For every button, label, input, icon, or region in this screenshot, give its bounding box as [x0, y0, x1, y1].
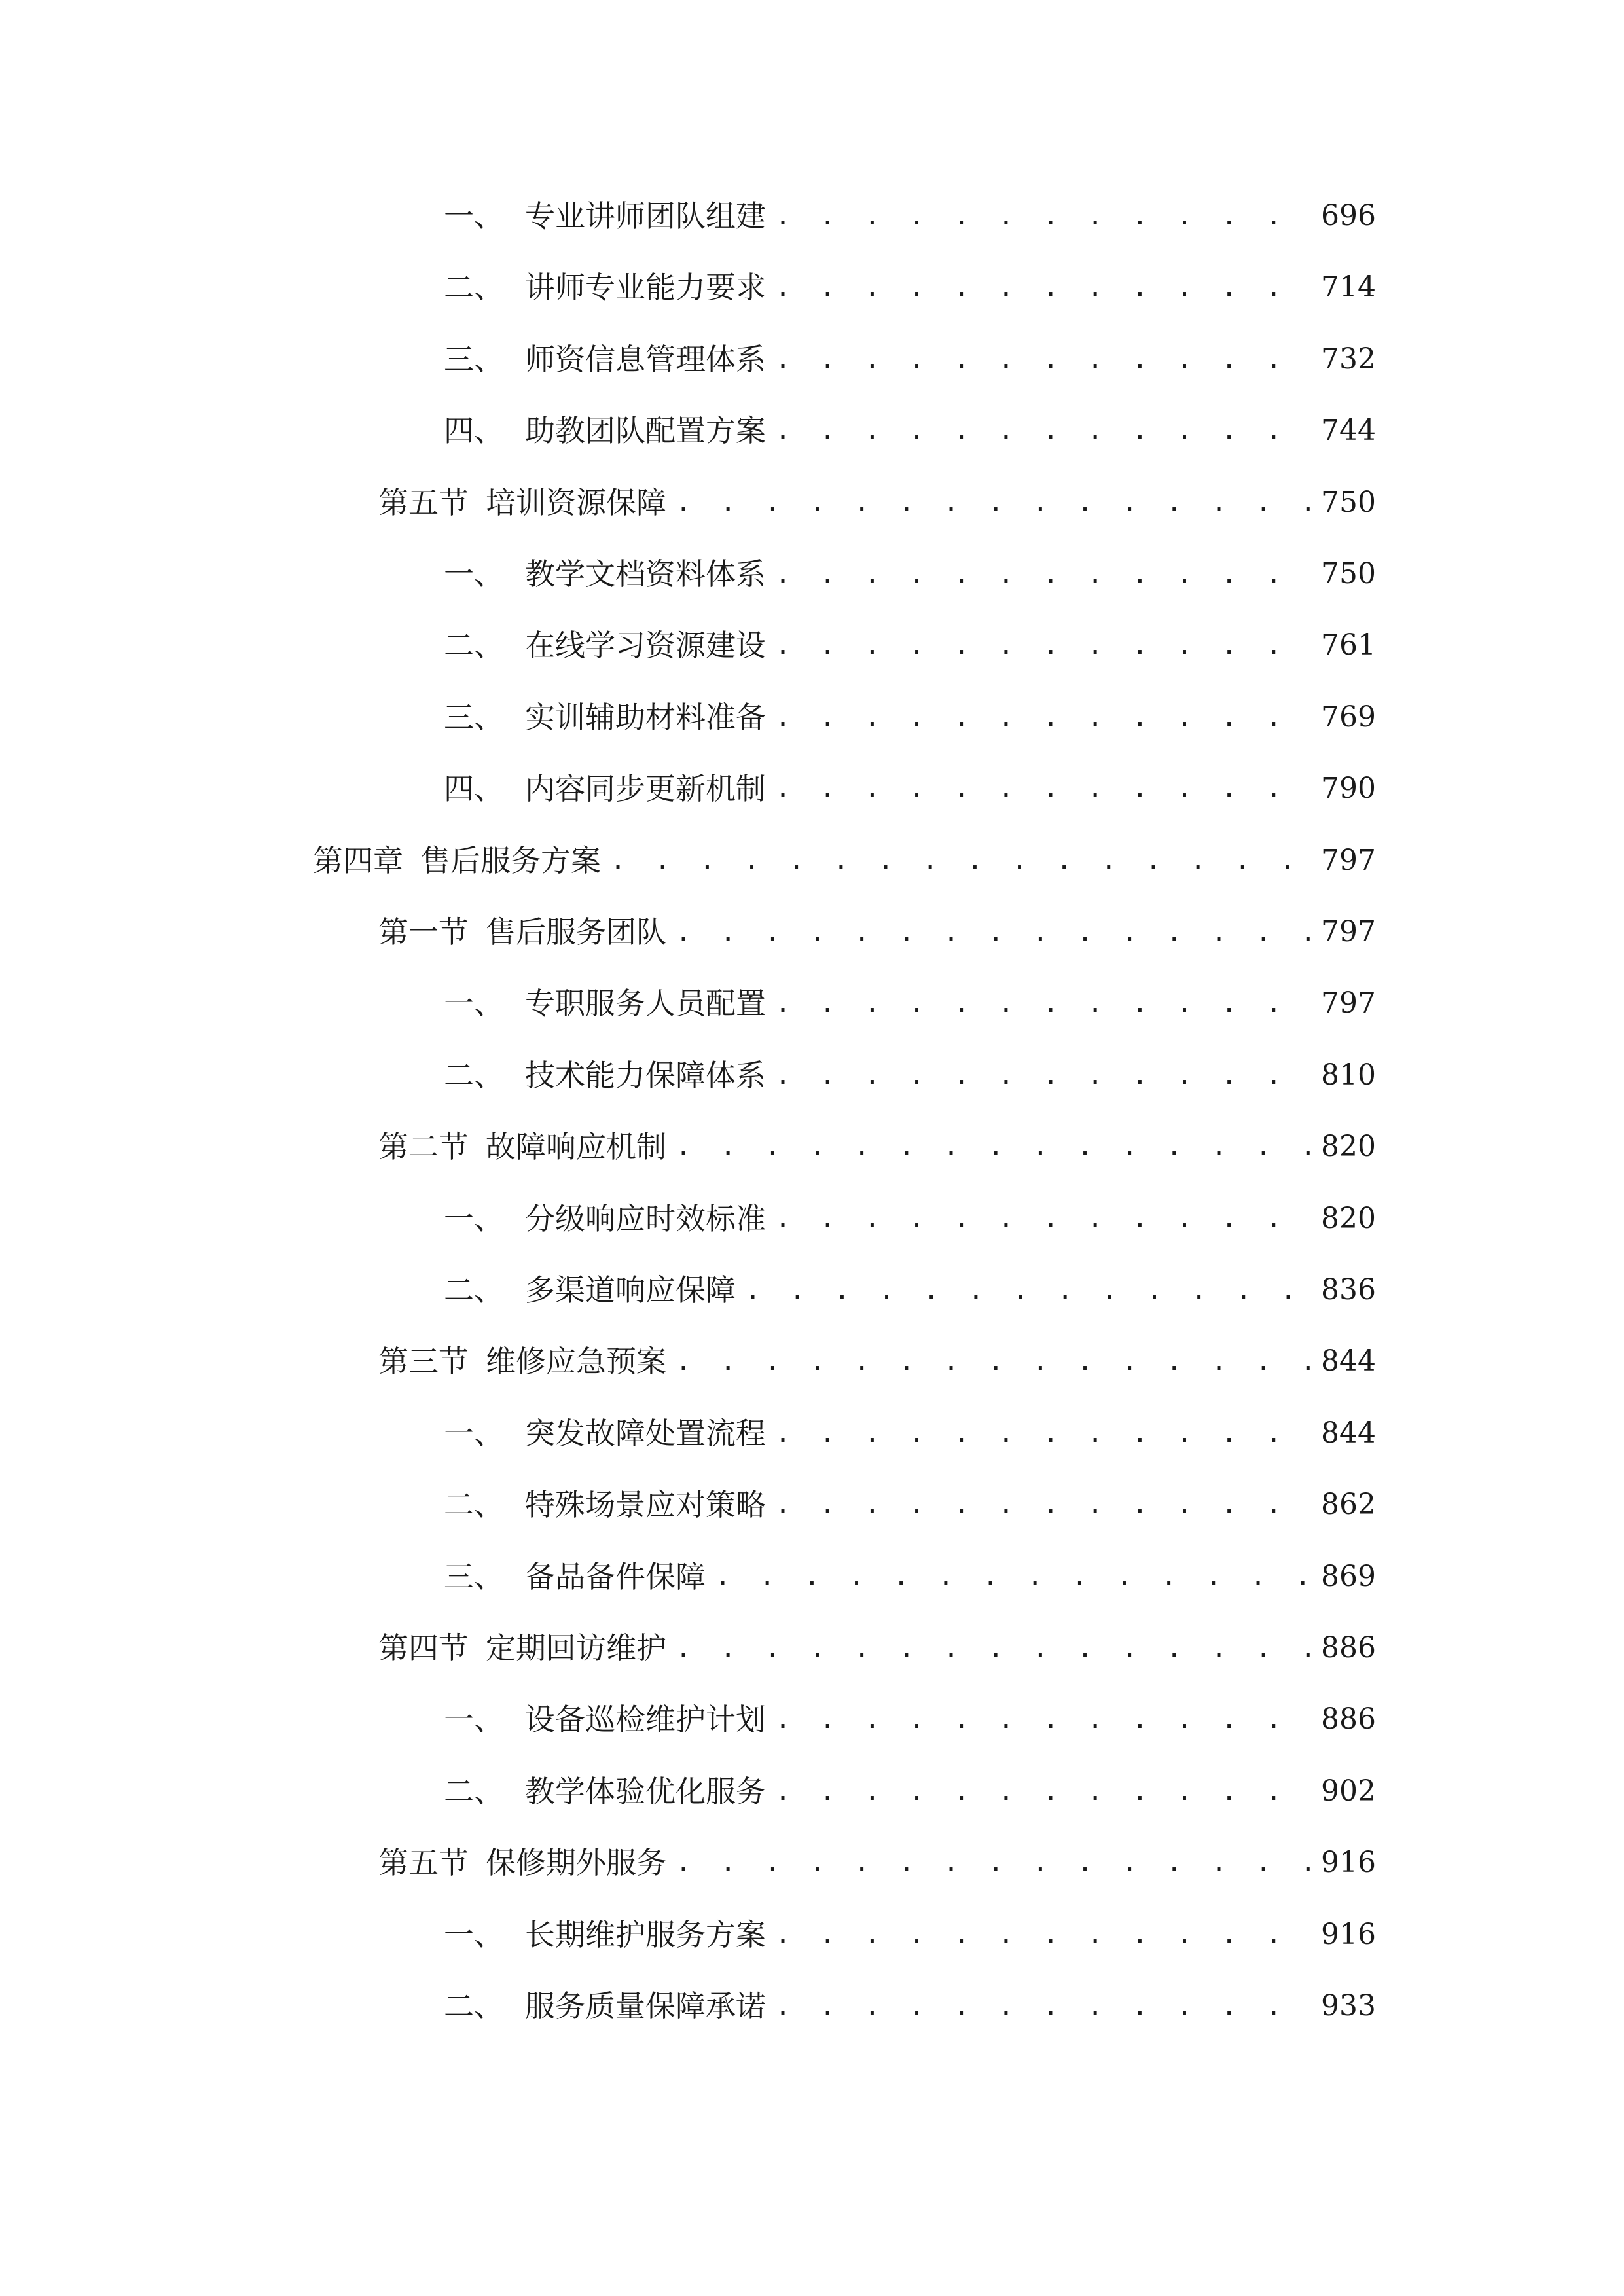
toc-entry-number: 一、 — [444, 1416, 504, 1451]
toc-entry-item[interactable] — [444, 1407, 1376, 1460]
toc-entry-number: 一、 — [444, 1702, 504, 1737]
toc-entry-number: 二、 — [444, 628, 504, 663]
toc-entry-title: 实训辅助材料准备 — [525, 700, 766, 735]
toc-entry-number: 三、 — [444, 342, 504, 377]
toc-entry-page: 750 — [1321, 557, 1376, 590]
toc-entry-item[interactable] — [444, 1264, 1376, 1316]
toc-entry-page: 916 — [1321, 1846, 1376, 1879]
toc-entry-number: 第五节 — [378, 485, 469, 520]
toc-entry-page: 820 — [1321, 1130, 1376, 1163]
toc-entry-number: 一、 — [444, 986, 504, 1021]
toc-entry-number: 二、 — [444, 1487, 504, 1522]
toc-entry-number: 第四章 — [313, 843, 403, 878]
toc-entry-section[interactable] — [378, 1121, 1376, 1173]
toc-dot-leader — [775, 762, 1312, 815]
toc-entry-number: 第四节 — [378, 1630, 469, 1666]
toc-entry-page: 732 — [1321, 342, 1376, 376]
toc-entry-page: 862 — [1321, 1488, 1376, 1521]
toc-entry-item[interactable] — [444, 548, 1376, 600]
toc-entry-number: 第三节 — [378, 1344, 469, 1379]
toc-entry-title: 培训资源保障 — [486, 485, 666, 520]
toc-entry-number: 二、 — [444, 1988, 504, 2024]
toc-dot-leader — [775, 691, 1312, 744]
toc-entry-title: 教学体验优化服务 — [525, 1774, 766, 1809]
toc-entry-title: 多渠道响应保障 — [525, 1272, 736, 1308]
toc-dot-leader — [775, 190, 1312, 242]
toc-entry-number: 一、 — [444, 556, 504, 592]
toc-entry-number: 一、 — [444, 1917, 504, 1952]
toc-entry-page: 714 — [1321, 270, 1376, 304]
toc-entry-title: 在线学习资源建设 — [525, 628, 766, 663]
toc-dot-leader — [775, 1193, 1312, 1245]
toc-entry-title: 故障响应机制 — [486, 1129, 666, 1164]
toc-entry-item[interactable] — [444, 404, 1376, 457]
toc-entry-number: 三、 — [444, 700, 504, 735]
toc-entry-page: 744 — [1321, 414, 1376, 447]
toc-entry-title: 分级响应时效标准 — [525, 1201, 766, 1236]
toc-entry-page: 750 — [1321, 486, 1376, 519]
toc-dot-leader — [775, 1479, 1312, 1531]
toc-dot-leader — [775, 1980, 1312, 2032]
toc-entry-item[interactable] — [444, 691, 1376, 744]
toc-entry-item[interactable] — [444, 261, 1376, 314]
toc-entry-page: 869 — [1321, 1560, 1376, 1593]
toc-entry-page: 836 — [1321, 1273, 1376, 1306]
toc-dot-leader — [775, 1407, 1312, 1460]
toc-entry-page: 797 — [1321, 915, 1376, 948]
toc-entry-number: 二、 — [444, 1058, 504, 1093]
toc-entry-title: 长期维护服务方案 — [525, 1917, 766, 1952]
toc-entry-item[interactable] — [444, 1693, 1376, 1746]
toc-entry-item[interactable] — [444, 1980, 1376, 2032]
toc-entry-section[interactable] — [378, 906, 1376, 958]
toc-dot-leader — [676, 1335, 1312, 1388]
toc-dot-leader — [775, 1693, 1312, 1746]
toc-entry-number: 三、 — [444, 1559, 504, 1594]
toc-entry-number: 一、 — [444, 1201, 504, 1236]
toc-entry-page: 886 — [1321, 1702, 1376, 1736]
toc-entry-title: 内容同步更新机制 — [525, 771, 766, 806]
toc-entry-title: 售后服务方案 — [420, 843, 601, 878]
toc-entry-title: 售后服务团队 — [486, 914, 666, 950]
toc-dot-leader — [775, 404, 1312, 457]
toc-entry-page: 820 — [1321, 1202, 1376, 1235]
toc-entry-title: 专业讲师团队组建 — [525, 198, 766, 234]
toc-dot-leader — [775, 977, 1312, 1030]
toc-entry-number: 第一节 — [378, 914, 469, 950]
toc-entry-item[interactable] — [444, 333, 1376, 386]
toc-entry-page: 790 — [1321, 772, 1376, 805]
toc-entry-page: 886 — [1321, 1631, 1376, 1664]
toc-entry-title: 定期回访维护 — [486, 1630, 666, 1666]
toc-entry-page: 797 — [1321, 844, 1376, 877]
toc-entry-title: 教学文档资料体系 — [525, 556, 766, 592]
toc-entry-section[interactable] — [378, 1622, 1376, 1674]
toc-entry-page: 696 — [1321, 199, 1376, 232]
toc-entry-chapter[interactable] — [313, 834, 1376, 887]
toc-entry-page: 761 — [1321, 628, 1376, 662]
toc-entry-page: 916 — [1321, 1918, 1376, 1951]
toc-entry-title: 备品备件保障 — [525, 1559, 706, 1594]
toc-dot-leader — [775, 261, 1312, 314]
toc-entry-item[interactable] — [444, 1049, 1376, 1102]
toc-entry-page: 769 — [1321, 700, 1376, 734]
toc-entry-section[interactable] — [378, 1335, 1376, 1388]
toc-dot-leader — [775, 333, 1312, 386]
toc-entry-item[interactable] — [444, 190, 1376, 242]
toc-entry-page: 844 — [1321, 1344, 1376, 1378]
toc-entry-item[interactable] — [444, 1909, 1376, 1961]
toc-dot-leader — [745, 1264, 1312, 1316]
toc-dot-leader — [775, 1909, 1312, 1961]
toc-dot-leader — [775, 1049, 1312, 1102]
toc-entry-number: 四、 — [444, 771, 504, 806]
toc-entry-number: 四、 — [444, 413, 504, 448]
toc-entry-item[interactable] — [444, 762, 1376, 815]
toc-dot-leader — [676, 1837, 1312, 1889]
toc-entry-title: 保修期外服务 — [486, 1845, 666, 1880]
toc-entry-section[interactable] — [378, 476, 1376, 529]
toc-dot-leader — [775, 1765, 1312, 1818]
toc-entry-title: 突发故障处置流程 — [525, 1416, 766, 1451]
toc-entry-title: 技术能力保障体系 — [525, 1058, 766, 1093]
toc-entry-page: 902 — [1321, 1774, 1376, 1808]
toc-entry-item[interactable] — [444, 1479, 1376, 1531]
toc-entry-item[interactable] — [444, 619, 1376, 672]
toc-entry-section[interactable] — [378, 1837, 1376, 1889]
toc-entry-number: 一、 — [444, 198, 504, 234]
toc-entry-title: 服务质量保障承诺 — [525, 1988, 766, 2024]
toc-dot-leader — [676, 906, 1312, 958]
toc-entry-title: 讲师专业能力要求 — [525, 270, 766, 305]
toc-dot-leader — [775, 548, 1312, 600]
toc-entry-title: 设备巡检维护计划 — [525, 1702, 766, 1737]
toc-entry-title: 师资信息管理体系 — [525, 342, 766, 377]
toc-entry-page: 933 — [1321, 1989, 1376, 2022]
toc-dot-leader — [775, 619, 1312, 672]
toc-entry-number: 二、 — [444, 1272, 504, 1308]
toc-entry-title: 专职服务人员配置 — [525, 986, 766, 1021]
toc-entry-item[interactable] — [444, 1193, 1376, 1245]
toc-entry-title: 助教团队配置方案 — [525, 413, 766, 448]
toc-entry-page: 810 — [1321, 1058, 1376, 1092]
toc-dot-leader — [676, 1121, 1312, 1173]
toc-entry-title: 维修应急预案 — [486, 1344, 666, 1379]
toc-entry-number: 二、 — [444, 1774, 504, 1809]
toc-entry-item[interactable] — [444, 977, 1376, 1030]
toc-entry-title: 特殊场景应对策略 — [525, 1487, 766, 1522]
toc-dot-leader — [676, 476, 1312, 529]
toc-entry-page: 797 — [1321, 986, 1376, 1020]
toc-entry-number: 二、 — [444, 270, 504, 305]
toc-entry-item[interactable] — [444, 1551, 1376, 1603]
toc-entry-page: 844 — [1321, 1416, 1376, 1450]
toc-entry-number: 第五节 — [378, 1845, 469, 1880]
toc-entry-number: 第二节 — [378, 1129, 469, 1164]
toc-dot-leader — [676, 1622, 1312, 1674]
toc-dot-leader — [610, 834, 1312, 887]
toc-dot-leader — [715, 1551, 1312, 1603]
toc-entry-item[interactable] — [444, 1765, 1376, 1818]
